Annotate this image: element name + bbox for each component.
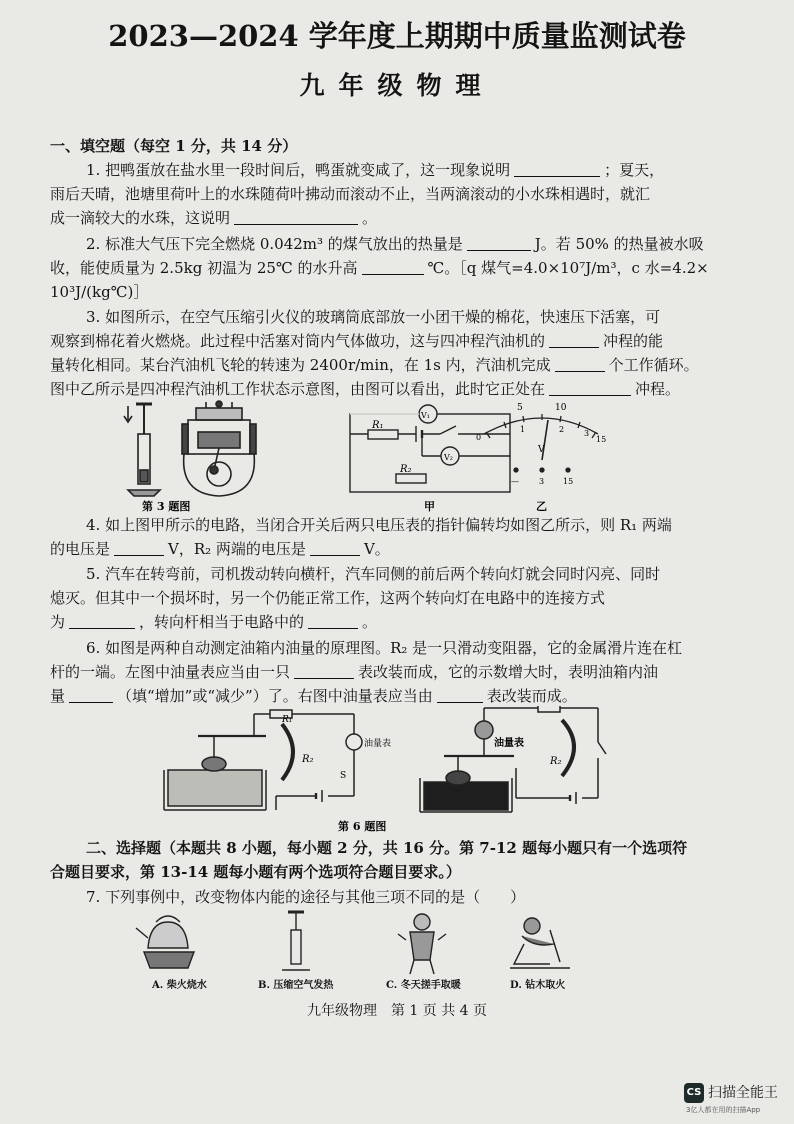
rubbing-hands-picture: [398, 914, 446, 974]
fig6-right-meter-label: 油量表: [494, 738, 524, 749]
answer-blank: [308, 614, 358, 629]
fig6-right-r2: R₂: [550, 756, 562, 767]
q3-line4: 图中乙所示是四冲程汽油机工作状态示意图，由图可以看出，此时它正处在 冲程。: [50, 380, 681, 398]
figure-3: [110, 398, 630, 516]
q5-line2: 熄灭。但其中一个损坏时，另一个仍能正常工作，这两个转向灯在电路中的连接方式: [50, 589, 606, 607]
camscanner-logo-icon: CS: [684, 1083, 704, 1103]
answer-blank: [362, 260, 424, 275]
exam-subtitle: 九年级物理: [299, 71, 495, 100]
exam-title: 2023—2024 学年度上期期中质量监测试卷: [108, 19, 686, 53]
answer-blank: [69, 688, 113, 703]
fig3-caption: 第 3 题图: [142, 500, 191, 513]
q2-line2: 收，能使质量为 2.5kg 初温为 25℃ 的水升高 ℃。［q 煤气=4.0×10⁷J/m³，c 水=4.2×: [50, 259, 709, 277]
q7-option-d: D. 钻木取火: [510, 980, 566, 991]
dial-terminal-minus: —: [511, 477, 519, 486]
section2-heading-line2: 合题目要求，第 13-14 题每小题有两个选项符合题目要求。）: [50, 863, 461, 881]
air-compression-picture: [282, 912, 310, 970]
q7-option-b: B. 压缩空气发热: [258, 980, 334, 991]
q7-option-c: C. 冬天搓手取暖: [386, 980, 461, 991]
q4-line1: 4. 如上图甲所示的电路，当闭合开关后两只电压表的指针偏转均如图乙所示，则 R₁ 两端: [86, 516, 672, 534]
r2-label: R₂: [400, 464, 412, 475]
circuit-jia: [350, 405, 510, 492]
dial-tick-15: 15: [596, 435, 607, 444]
q3-line1: 3. 如图所示，在空气压缩引火仪的玻璃筒底部放一小团干燥的棉花，快速压下活塞，可: [86, 308, 661, 326]
answer-blank: [310, 541, 360, 556]
v1-label: V₁: [421, 411, 430, 420]
dial-terminal-3: 3: [539, 477, 545, 486]
dial-v-label: V: [538, 445, 545, 455]
fig6-left-r1: R₁: [282, 715, 293, 725]
four-stroke-engine-figure: [182, 401, 256, 496]
page-footer: 九年级物理 第 1 页 共 4 页: [306, 1003, 488, 1019]
dial-tick-2: 2: [559, 425, 565, 434]
q1-line2: 雨后天晴，池塘里荷叶上的水珠随荷叶拂动而滚动不止，当两滴滚动的小水珠相遇时，就汇: [50, 185, 651, 203]
fig6-left-switch-label: S: [340, 771, 347, 781]
drill-wood-fire-picture: [510, 918, 570, 968]
scanner-brand: 扫描全能王: [708, 1085, 778, 1101]
q7-stem: 7. 下列事例中，改变物体内能的途径与其他三项不同的是（ ）: [86, 888, 526, 906]
dial-tick-3: 3: [584, 429, 590, 438]
answer-blank: [294, 664, 354, 679]
kettle-on-fire-picture: [136, 916, 194, 968]
answer-blank: [234, 210, 358, 225]
fig6-left-meter-label: 油量表: [364, 739, 392, 749]
oil-gauge-right-figure: [420, 706, 606, 812]
v2-label: V₂: [444, 453, 453, 462]
answer-blank: [549, 381, 631, 396]
figure-6: [158, 706, 618, 834]
fig6-left-r2: R₂: [302, 754, 314, 765]
oil-gauge-left-figure: [164, 710, 362, 810]
q5-line3: 为 ，转向杆相当于电路中的 。: [50, 613, 378, 631]
voltmeter-dial-yi: [484, 414, 598, 472]
dial-terminal-15: 15: [563, 477, 574, 486]
q6-line3: 量 （填“增加”或“减少”）了。右图中油量表应当由 表改装而成。: [50, 687, 577, 705]
fig3-jia-label: 甲: [424, 500, 435, 513]
answer-blank: [514, 162, 600, 177]
q6-line2: 杆的一端。左图中油量表应当由一只 表改装而成，它的示数增大时，表明油箱内油: [50, 663, 659, 681]
dial-tick-0: 0: [476, 433, 482, 442]
q3-line2: 观察到棉花着火燃烧。此过程中活塞对筒内气体做功，这与四冲程汽油机的 冲程的能: [50, 332, 664, 350]
answer-blank: [549, 333, 599, 348]
q2-line3: 10³J/(kg℃)］: [50, 283, 149, 301]
dial-tick-1: 1: [520, 425, 526, 434]
dial-top-tick-10: 10: [555, 403, 567, 413]
fig6-caption: 第 6 题图: [338, 820, 387, 833]
q3-line3: 量转化相同。某台汽油机飞轮的转速为 2400r/min，在 1s 内，汽油机完成 个工作循环。: [50, 356, 699, 374]
section1-heading: 一、填空题（每空 1 分，共 14 分）: [50, 137, 298, 155]
q2-line1: 2. 标准大气压下完全燃烧 0.042m³ 的煤气放出的热量是 J。若 50% 的热量被水吸: [86, 235, 704, 253]
dial-top-tick-5: 5: [517, 403, 523, 413]
q5-line1: 5. 汽车在转弯前，司机拨动转向横杆，汽车同侧的前后两个转向灯就会同时闪亮、同时: [86, 565, 661, 583]
r1-label: R₁: [372, 420, 384, 431]
air-compression-igniter-figure: [124, 404, 160, 496]
fig3-yi-label: 乙: [536, 500, 547, 513]
answer-blank: [437, 688, 483, 703]
q1-line1: 1. 把鸭蛋放在盐水里一段时间后，鸭蛋就变咸了，这一现象说明 ；夏天，: [86, 161, 665, 179]
scanner-slogan: 3亿人都在用的扫描App: [686, 1106, 761, 1114]
q7-option-pictures: [130, 908, 590, 980]
q7-option-a: A. 柴火烧水: [152, 980, 207, 991]
answer-blank: [69, 614, 135, 629]
answer-blank: [555, 357, 605, 372]
section2-heading-line1: 二、选择题（本题共 8 小题，每小题 2 分，共 16 分。第 7-12 题每小题只有一个选项符: [86, 839, 688, 857]
answer-blank: [467, 236, 531, 251]
q4-line2: 的电压是 V，R₂ 两端的电压是 V。: [50, 540, 390, 558]
answer-blank: [114, 541, 164, 556]
q6-line1: 6. 如图是两种自动测定油箱内油量的原理图。R₂ 是一只滑动变阻器，它的金属滑片连在杠: [86, 639, 683, 657]
q1-line3: 成一滴较大的水珠，这说明 。: [50, 209, 378, 227]
